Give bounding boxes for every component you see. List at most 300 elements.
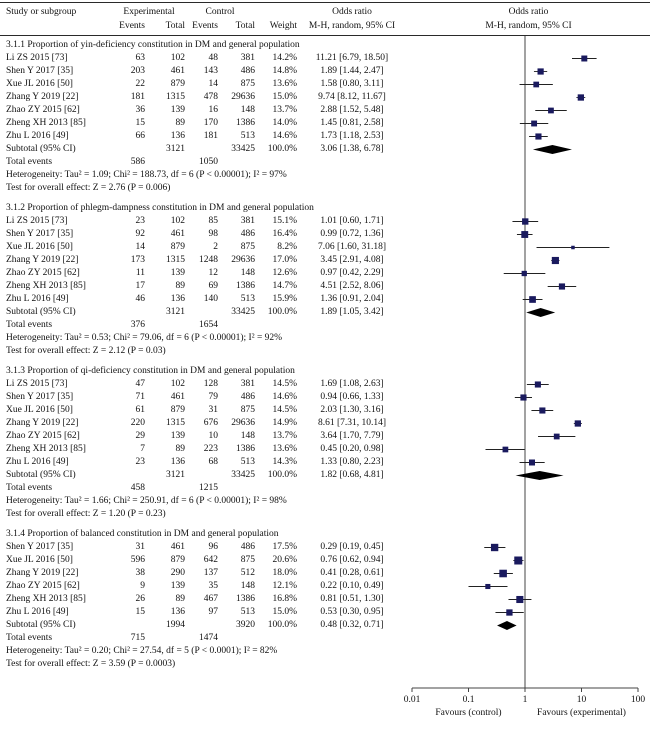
heterogeneity-note: Heterogeneity: Tau² = 0.53; Chi² = 79.06, df = 6 (P < 0.00001); I² = 92%: [6, 333, 283, 343]
study-name: Zhu L 2016 [49]: [6, 457, 69, 467]
exp-events: [113, 469, 145, 482]
ctrl-total: 486: [240, 66, 255, 76]
exp-total: 461: [170, 229, 185, 239]
total-ctrl-events: 1215: [199, 483, 218, 493]
weight: 12.6%: [272, 268, 297, 278]
blank: [145, 482, 185, 495]
exp-events: [113, 306, 145, 319]
ctrl-events: 137: [203, 568, 218, 578]
exp-total: 89: [175, 118, 185, 128]
study-name: Zhao ZY 2015 [62]: [6, 581, 80, 591]
study-row: [0, 254, 650, 267]
ctrl-total: 1386: [236, 594, 255, 604]
study-name: Xue JL 2016 [50]: [6, 405, 73, 415]
odds-ratio-ci: 0.97 [0.42, 2.29]: [320, 268, 384, 278]
exp-total: 879: [170, 405, 185, 415]
study-row: [0, 606, 650, 619]
study-row: [0, 241, 650, 254]
ctrl-events: 85: [208, 216, 218, 226]
exp-events: 15: [135, 607, 145, 617]
header-row-2: [0, 19, 650, 33]
col-header-study: Study or subgroup: [6, 7, 77, 17]
exp-total: 1315: [166, 92, 185, 102]
study-row: [0, 65, 650, 78]
study-name: Zhang Y 2019 [22]: [6, 568, 79, 578]
plot-cell: [407, 619, 650, 632]
total-events-label: Total events: [6, 633, 53, 643]
plot-cell: [407, 391, 650, 404]
col-header-experimental: Experimental: [123, 7, 175, 17]
exp-events: 66: [135, 131, 145, 141]
odds-ratio-ci: 0.94 [0.66, 1.33]: [320, 392, 384, 402]
ctrl-events: 170: [203, 118, 218, 128]
weight: 14.8%: [272, 66, 297, 76]
weight: 17.0%: [272, 255, 297, 265]
plot-cell: [407, 104, 650, 117]
ctrl-total: 29636: [231, 255, 255, 265]
plot-cell: [407, 580, 650, 593]
plot-cell: [407, 469, 650, 482]
subtotal-label: Subtotal (95% CI): [6, 144, 76, 154]
col-header-method-plot: M-H, random, 95% CI: [485, 21, 572, 31]
plot-cell: [407, 228, 650, 241]
ctrl-total: 1386: [236, 118, 255, 128]
col-header-method-text: M-H, random, 95% CI: [308, 21, 396, 31]
blank: [145, 156, 185, 169]
axis-tick-label: 0.1: [462, 695, 475, 705]
ctrl-total: 513: [240, 131, 255, 141]
exp-events: 7: [140, 444, 145, 454]
exp-events: 46: [135, 294, 145, 304]
exp-events: 9: [140, 581, 145, 591]
study-row: [0, 104, 650, 117]
odds-ratio-ci: 0.76 [0.62, 0.94]: [320, 555, 384, 565]
study-name: Zhao ZY 2015 [62]: [6, 431, 80, 441]
odds-ratio-ci: 1.73 [1.18, 2.53]: [320, 131, 384, 141]
odds-ratio-ci: 1.45 [0.81, 2.58]: [320, 118, 384, 128]
col-header-exp-total: Total: [165, 21, 185, 31]
exp-events: 38: [135, 568, 145, 578]
ctrl-events: 478: [203, 92, 218, 102]
col-header-control: Control: [205, 7, 235, 17]
study-name: Li ZS 2015 [73]: [6, 379, 68, 389]
total-events-label: Total events: [6, 320, 53, 330]
ctrl-total: 381: [240, 53, 255, 63]
study-row: [0, 456, 650, 469]
col-header-ctrl-total: Total: [235, 21, 255, 31]
study-name: Zhao ZY 2015 [62]: [6, 268, 80, 278]
ctrl-events: 35: [208, 581, 218, 591]
overall-effect-note: Test for overall effect: Z = 2.12 (P = 0.03): [6, 346, 166, 356]
ctrl-total: 33425: [231, 307, 255, 317]
section-title-3.1.3: 3.1.3 Proportion of qi-deficiency constitution in DM and general population: [6, 366, 295, 376]
odds-ratio-ci: 1.36 [0.91, 2.04]: [320, 294, 384, 304]
weight: 16.8%: [272, 594, 297, 604]
study-name: Shen Y 2017 [35]: [6, 392, 74, 402]
weight: 8.2%: [277, 242, 297, 252]
plot-cell: [407, 65, 650, 78]
heterogeneity-note: Heterogeneity: Tau² = 1.09; Chi² = 188.73, df = 6 (P < 0.00001); I² = 97%: [6, 170, 287, 180]
ctrl-total: 486: [240, 542, 255, 552]
odds-ratio-ci: 0.53 [0.30, 0.95]: [320, 607, 384, 617]
exp-total: 3121: [166, 144, 185, 154]
ctrl-events: 143: [203, 66, 218, 76]
subtotal-row: [0, 619, 650, 632]
ctrl-total: 486: [240, 229, 255, 239]
col-header-odds-ratio-plot: Odds ratio: [508, 7, 549, 17]
total-events-row: [0, 632, 650, 645]
study-name: Zhang Y 2019 [22]: [6, 92, 79, 102]
subtotal-row: [0, 143, 650, 156]
weight: 17.5%: [272, 542, 297, 552]
total-exp-events: 715: [130, 633, 145, 643]
exp-events: [113, 143, 145, 156]
study-row: [0, 293, 650, 306]
plot-cell: [407, 593, 650, 606]
odds-ratio-ci: 0.29 [0.19, 0.45]: [320, 542, 384, 552]
ctrl-events: [185, 619, 218, 632]
study-row: [0, 391, 650, 404]
plot-cell: [407, 606, 650, 619]
subtotal-row: [0, 469, 650, 482]
study-row: [0, 404, 650, 417]
weight: 16.4%: [272, 229, 297, 239]
study-row: [0, 593, 650, 606]
exp-events: 47: [135, 379, 145, 389]
weight: 15.0%: [272, 92, 297, 102]
axis-tick-label: 1: [522, 695, 528, 705]
ctrl-total: 512: [240, 568, 255, 578]
ctrl-events: [185, 306, 218, 319]
exp-events: 220: [130, 418, 145, 428]
exp-total: 1994: [166, 620, 185, 630]
plot-cell: [407, 541, 650, 554]
exp-events: 92: [135, 229, 145, 239]
ctrl-total: 381: [240, 216, 255, 226]
ctrl-total: 29636: [231, 418, 255, 428]
subtotal-label: Subtotal (95% CI): [6, 307, 76, 317]
study-row: [0, 78, 650, 91]
ctrl-events: 48: [208, 53, 218, 63]
study-row: [0, 580, 650, 593]
axis-tick-label: 100: [630, 695, 646, 705]
ctrl-total: 513: [240, 457, 255, 467]
exp-events: 22: [135, 79, 145, 89]
exp-events: 71: [135, 392, 145, 402]
weight: 14.6%: [272, 131, 297, 141]
ctrl-events: 98: [208, 229, 218, 239]
study-name: Zhang Y 2019 [22]: [6, 255, 79, 265]
weight: 15.0%: [272, 607, 297, 617]
exp-events: 29: [135, 431, 145, 441]
study-name: Zheng XH 2013 [85]: [6, 444, 86, 454]
weight: 14.5%: [272, 379, 297, 389]
subtotal-label: Subtotal (95% CI): [6, 470, 76, 480]
odds-ratio-ci: 7.06 [1.60, 31.18]: [317, 242, 387, 252]
plot-cell: [407, 378, 650, 391]
study-row: [0, 443, 650, 456]
plot-cell: [407, 280, 650, 293]
weight: 13.7%: [272, 105, 297, 115]
exp-events: 23: [135, 457, 145, 467]
ctrl-events: 140: [203, 294, 218, 304]
total-ctrl-events: 1474: [199, 633, 218, 643]
study-row: [0, 567, 650, 580]
ctrl-total: 875: [240, 555, 255, 565]
heterogeneity-note: Heterogeneity: Tau² = 0.20; Chi² = 27.54, df = 5 (P < 0.0001); I² = 82%: [6, 646, 278, 656]
exp-events: 36: [135, 105, 145, 115]
odds-ratio-ci: 2.03 [1.30, 3.16]: [320, 405, 384, 415]
ctrl-events: 467: [203, 594, 218, 604]
exp-total: 89: [175, 444, 185, 454]
ctrl-total: 513: [240, 294, 255, 304]
ctrl-total: 1386: [236, 444, 255, 454]
total-events-row: [0, 482, 650, 495]
total-events-label: Total events: [6, 157, 53, 167]
ctrl-events: 128: [203, 379, 218, 389]
col-header-spacer: [255, 5, 297, 19]
ctrl-events: 69: [208, 281, 218, 291]
overall-effect-note: Test for overall effect: Z = 2.76 (P = 0.006): [6, 183, 171, 193]
study-name: Xue JL 2016 [50]: [6, 555, 73, 565]
weight: 20.6%: [272, 555, 297, 565]
weight: 13.7%: [272, 431, 297, 441]
plot-cell: [407, 143, 650, 156]
ctrl-events: 68: [208, 457, 218, 467]
plot-cell: [407, 267, 650, 280]
study-row: [0, 52, 650, 65]
plot-cell: [407, 78, 650, 91]
exp-events: 181: [130, 92, 145, 102]
ctrl-events: 16: [208, 105, 218, 115]
exp-total: 136: [170, 294, 185, 304]
exp-total: 139: [170, 268, 185, 278]
odds-ratio-ci: 1.82 [0.68, 4.81]: [320, 470, 384, 480]
weight: 14.7%: [272, 281, 297, 291]
subtotal-label: Subtotal (95% CI): [6, 620, 76, 630]
overall-effect-note: Test for overall effect: Z = 3.59 (P = 0.0003): [6, 659, 176, 669]
total-exp-events: 586: [130, 157, 145, 167]
study-name: Li ZS 2015 [73]: [6, 216, 68, 226]
ctrl-total: 33425: [231, 144, 255, 154]
weight: 14.6%: [272, 392, 297, 402]
plot-cell: [407, 130, 650, 143]
study-row: [0, 417, 650, 430]
table-body: [0, 36, 650, 678]
exp-total: 879: [170, 555, 185, 565]
plot-cell: [407, 52, 650, 65]
exp-events: 31: [135, 542, 145, 552]
weight: 14.3%: [272, 457, 297, 467]
plot-cell: [407, 443, 650, 456]
ctrl-events: 223: [203, 444, 218, 454]
ctrl-total: 875: [240, 405, 255, 415]
study-row: [0, 541, 650, 554]
blank: [145, 319, 185, 332]
section-title-3.1.1: 3.1.1 Proportion of yin-deficiency constitution in DM and general population: [6, 40, 300, 50]
section-title-3.1.2: 3.1.2 Proportion of phlegm-dampness constitution in DM and general population: [6, 203, 314, 213]
odds-ratio-ci: 0.99 [0.72, 1.36]: [320, 229, 384, 239]
odds-ratio-ci: 2.88 [1.52, 5.48]: [320, 105, 384, 115]
ctrl-events: 14: [208, 79, 218, 89]
exp-total: 102: [170, 216, 185, 226]
plot-cell: [407, 91, 650, 104]
exp-events: 63: [135, 53, 145, 63]
ctrl-total: 381: [240, 379, 255, 389]
study-row: [0, 267, 650, 280]
heterogeneity-note: Heterogeneity: Tau² = 1.66; Chi² = 250.91, df = 6 (P < 0.00001); I² = 98%: [6, 496, 287, 506]
exp-total: 3121: [166, 307, 185, 317]
study-row: [0, 91, 650, 104]
odds-ratio-ci: 0.48 [0.32, 0.71]: [320, 620, 384, 630]
ctrl-events: 181: [203, 131, 218, 141]
study-name: Xue JL 2016 [50]: [6, 242, 73, 252]
ctrl-total: 513: [240, 607, 255, 617]
exp-total: 89: [175, 281, 185, 291]
study-row: [0, 430, 650, 443]
col-header-weight: Weight: [269, 21, 297, 31]
weight: 14.9%: [272, 418, 297, 428]
ctrl-events: 79: [208, 392, 218, 402]
ctrl-total: 3920: [236, 620, 255, 630]
weight: 100.0%: [267, 144, 297, 154]
exp-total: 3121: [166, 470, 185, 480]
exp-events: 23: [135, 216, 145, 226]
ctrl-total: 148: [240, 268, 255, 278]
blank: [145, 632, 185, 645]
plot-cell: [407, 456, 650, 469]
exp-total: 139: [170, 105, 185, 115]
study-name: Shen Y 2017 [35]: [6, 229, 74, 239]
plot-cell: [407, 215, 650, 228]
exp-total: 461: [170, 542, 185, 552]
axis-tick-label: 0.01: [403, 695, 421, 705]
exp-events: 596: [130, 555, 145, 565]
ctrl-total: 33425: [231, 470, 255, 480]
odds-ratio-ci: 0.81 [0.51, 1.30]: [320, 594, 384, 604]
ctrl-events: 96: [208, 542, 218, 552]
weight: 15.9%: [272, 294, 297, 304]
weight: 100.0%: [267, 307, 297, 317]
plot-cell: [407, 430, 650, 443]
odds-ratio-ci: 0.45 [0.20, 0.98]: [320, 444, 384, 454]
col-header-ctrl-events: Events: [192, 21, 218, 31]
ctrl-total: 29636: [231, 92, 255, 102]
ctrl-total: 875: [240, 79, 255, 89]
weight: 13.6%: [272, 79, 297, 89]
odds-ratio-ci: 1.89 [1.05, 3.42]: [320, 307, 384, 317]
study-name: Zhang Y 2019 [22]: [6, 418, 79, 428]
odds-ratio-ci: 4.51 [2.52, 8.06]: [320, 281, 384, 291]
ctrl-total: 486: [240, 392, 255, 402]
study-row: [0, 554, 650, 567]
ctrl-events: 1248: [199, 255, 218, 265]
study-row: [0, 130, 650, 143]
plot-cell: [407, 306, 650, 319]
odds-ratio-ci: 1.01 [0.60, 1.71]: [320, 216, 384, 226]
ctrl-events: [185, 469, 218, 482]
total-events-row: [0, 156, 650, 169]
plot-cell: [407, 404, 650, 417]
study-row: [0, 228, 650, 241]
study-name: Shen Y 2017 [35]: [6, 66, 74, 76]
ctrl-total: 1386: [236, 281, 255, 291]
section-gap: [0, 358, 650, 365]
exp-total: 102: [170, 53, 185, 63]
total-ctrl-events: 1654: [199, 320, 218, 330]
plot-cell: [407, 117, 650, 130]
study-name: Zhao ZY 2015 [62]: [6, 105, 80, 115]
odds-ratio-ci: 8.61 [7.31, 10.14]: [317, 418, 387, 428]
section-gap: [0, 195, 650, 202]
ctrl-total: 148: [240, 581, 255, 591]
total-events-row: [0, 319, 650, 332]
exp-events: 26: [135, 594, 145, 604]
ctrl-events: 31: [208, 405, 218, 415]
ctrl-events: 97: [208, 607, 218, 617]
exp-total: 136: [170, 607, 185, 617]
study-name: Xue JL 2016 [50]: [6, 79, 73, 89]
header-row-1: [0, 5, 650, 19]
exp-total: 461: [170, 392, 185, 402]
study-row: [0, 280, 650, 293]
total-ctrl-events: 1050: [199, 157, 218, 167]
table-header: [0, 2, 650, 36]
exp-total: 290: [170, 568, 185, 578]
odds-ratio-ci: 1.33 [0.80, 2.23]: [320, 457, 384, 467]
exp-total: 879: [170, 79, 185, 89]
col-header-odds-ratio-text: Odds ratio: [332, 7, 372, 17]
weight: 100.0%: [267, 620, 297, 630]
exp-events: 61: [135, 405, 145, 415]
plot-cell: [407, 567, 650, 580]
weight: 18.0%: [272, 568, 297, 578]
weight: 14.0%: [272, 118, 297, 128]
exp-events: [113, 619, 145, 632]
section-gap: [0, 521, 650, 528]
exp-total: 89: [175, 594, 185, 604]
study-row: [0, 378, 650, 391]
study-name: Zhu L 2016 [49]: [6, 131, 69, 141]
section-gap: [0, 671, 650, 678]
col-header-exp-events: Events: [119, 21, 145, 31]
exp-events: 173: [130, 255, 145, 265]
odds-ratio-ci: 3.06 [1.38, 6.78]: [320, 144, 384, 154]
study-name: Zheng XH 2013 [85]: [6, 281, 86, 291]
odds-ratio-ci: 1.58 [0.80, 3.11]: [320, 79, 384, 89]
plot-cell: [407, 417, 650, 430]
exp-total: 139: [170, 581, 185, 591]
overall-effect-note: Test for overall effect: Z = 1.20 (P = 0.23): [6, 509, 166, 519]
weight: 13.6%: [272, 444, 297, 454]
ctrl-events: [185, 143, 218, 156]
exp-total: 139: [170, 431, 185, 441]
odds-ratio-ci: 0.41 [0.28, 0.61]: [320, 568, 384, 578]
exp-events: 14: [135, 242, 145, 252]
ctrl-events: 10: [208, 431, 218, 441]
exp-total: 879: [170, 242, 185, 252]
weight: 100.0%: [267, 470, 297, 480]
study-name: Zheng XH 2013 [85]: [6, 118, 86, 128]
exp-total: 136: [170, 457, 185, 467]
study-name: Li ZS 2015 [73]: [6, 53, 68, 63]
study-name: Shen Y 2017 [35]: [6, 542, 74, 552]
study-name: Zhu L 2016 [49]: [6, 607, 69, 617]
ctrl-total: 148: [240, 105, 255, 115]
total-events-label: Total events: [6, 483, 53, 493]
plot-cell: [407, 554, 650, 567]
odds-ratio-ci: 1.69 [1.08, 2.63]: [320, 379, 384, 389]
